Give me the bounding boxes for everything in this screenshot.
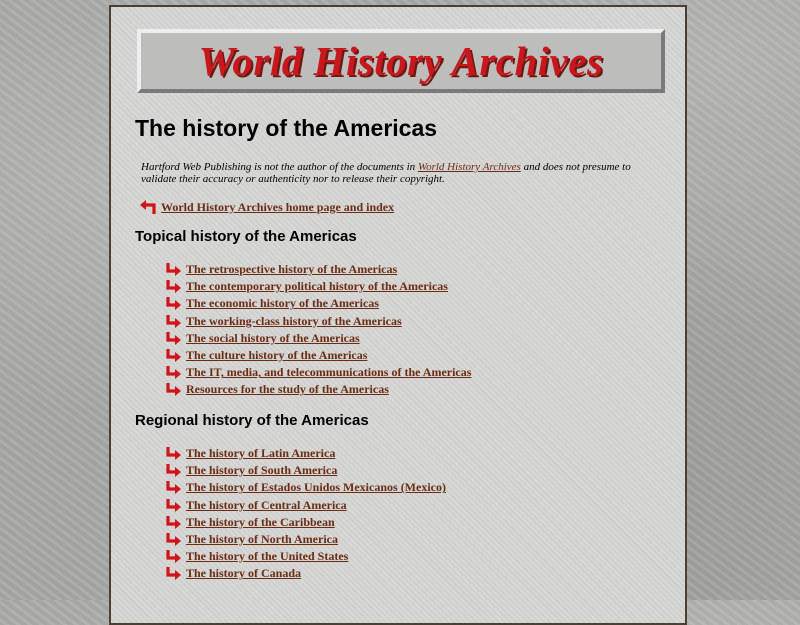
down-right-arrow-icon[interactable] bbox=[165, 296, 182, 311]
down-right-arrow-icon[interactable] bbox=[165, 566, 182, 581]
return-arrow-icon[interactable] bbox=[139, 198, 157, 216]
down-right-arrow-icon[interactable] bbox=[165, 498, 182, 513]
list-item bbox=[165, 565, 446, 582]
down-right-arrow-icon[interactable] bbox=[165, 279, 182, 294]
disclaimer-text-after: and does not presume to validate their accuracy or authenticity nor to release their copyright. bbox=[141, 161, 631, 185]
disclaimer-text-before: Hartford Web Publishing is not the author of the documents in bbox=[141, 161, 418, 173]
down-right-arrow-icon[interactable] bbox=[165, 382, 182, 397]
topical-link-7[interactable]: Resources for the study of the Americas bbox=[186, 382, 389, 397]
list-item bbox=[165, 330, 471, 347]
list-item bbox=[165, 278, 471, 295]
down-right-arrow-icon[interactable] bbox=[165, 262, 182, 277]
regional-link-7[interactable]: The history of Canada bbox=[186, 566, 302, 581]
list-item bbox=[165, 295, 471, 312]
list-item bbox=[165, 462, 446, 479]
down-right-arrow-icon[interactable] bbox=[165, 314, 182, 329]
down-right-arrow-icon[interactable] bbox=[165, 480, 182, 495]
list-item bbox=[165, 347, 471, 364]
home-page-link[interactable]: World History Archives home page and index bbox=[161, 199, 395, 214]
topical-link-3[interactable]: The working-class history of the Americas bbox=[186, 313, 402, 328]
regional-link-6[interactable]: The history of the United States bbox=[186, 549, 349, 564]
regional-link-2[interactable]: The history of Estados Unidos Mexicanos (Mexico) bbox=[186, 480, 446, 495]
topical-link-4[interactable]: The social history of the Americas bbox=[186, 330, 360, 345]
list-item bbox=[165, 479, 446, 496]
down-right-arrow-icon[interactable] bbox=[165, 549, 182, 564]
disclaimer-archives-link[interactable]: World History Archives bbox=[417, 161, 521, 173]
content-panel bbox=[109, 5, 687, 625]
disclaimer bbox=[141, 161, 661, 185]
list-item bbox=[165, 548, 446, 565]
down-right-arrow-icon[interactable] bbox=[165, 348, 182, 363]
topical-heading: Topical history of the Americas bbox=[135, 228, 357, 245]
list-item bbox=[165, 381, 471, 398]
list-item bbox=[165, 313, 471, 330]
down-right-arrow-icon[interactable] bbox=[165, 463, 182, 478]
topical-link-1[interactable]: The contemporary political history of the Americas bbox=[186, 279, 448, 294]
page-title: The history of the Americas bbox=[135, 115, 438, 141]
regional-link-0[interactable]: The history of Latin America bbox=[186, 446, 336, 461]
regional-link-list bbox=[165, 445, 446, 583]
list-item bbox=[165, 497, 446, 514]
list-item bbox=[165, 531, 446, 548]
site-banner bbox=[137, 29, 665, 93]
regional-link-1[interactable]: The history of South America bbox=[186, 463, 338, 478]
down-right-arrow-icon[interactable] bbox=[165, 331, 182, 346]
topical-link-6[interactable]: The IT, media, and telecommunications of the Americas bbox=[186, 365, 472, 380]
list-item bbox=[165, 364, 471, 381]
list-item bbox=[165, 445, 446, 462]
down-right-arrow-icon[interactable] bbox=[165, 365, 182, 380]
regional-link-4[interactable]: The history of the Caribbean bbox=[186, 514, 335, 529]
topical-link-5[interactable]: The culture history of the Americas bbox=[186, 348, 368, 363]
regional-heading: Regional history of the Americas bbox=[135, 412, 369, 429]
banner-title: World History Archives bbox=[198, 38, 604, 84]
down-right-arrow-icon[interactable] bbox=[165, 446, 182, 461]
regional-link-3[interactable]: The history of Central America bbox=[186, 497, 347, 512]
down-right-arrow-icon[interactable] bbox=[165, 515, 182, 530]
list-item bbox=[165, 261, 471, 278]
regional-link-5[interactable]: The history of North America bbox=[186, 532, 338, 547]
list-item bbox=[165, 514, 446, 531]
down-right-arrow-icon[interactable] bbox=[165, 532, 182, 547]
topical-link-list bbox=[165, 261, 471, 399]
topical-link-0[interactable]: The retrospective history of the Americas bbox=[186, 262, 398, 277]
home-link-row bbox=[139, 197, 394, 217]
topical-link-2[interactable]: The economic history of the Americas bbox=[186, 296, 379, 311]
